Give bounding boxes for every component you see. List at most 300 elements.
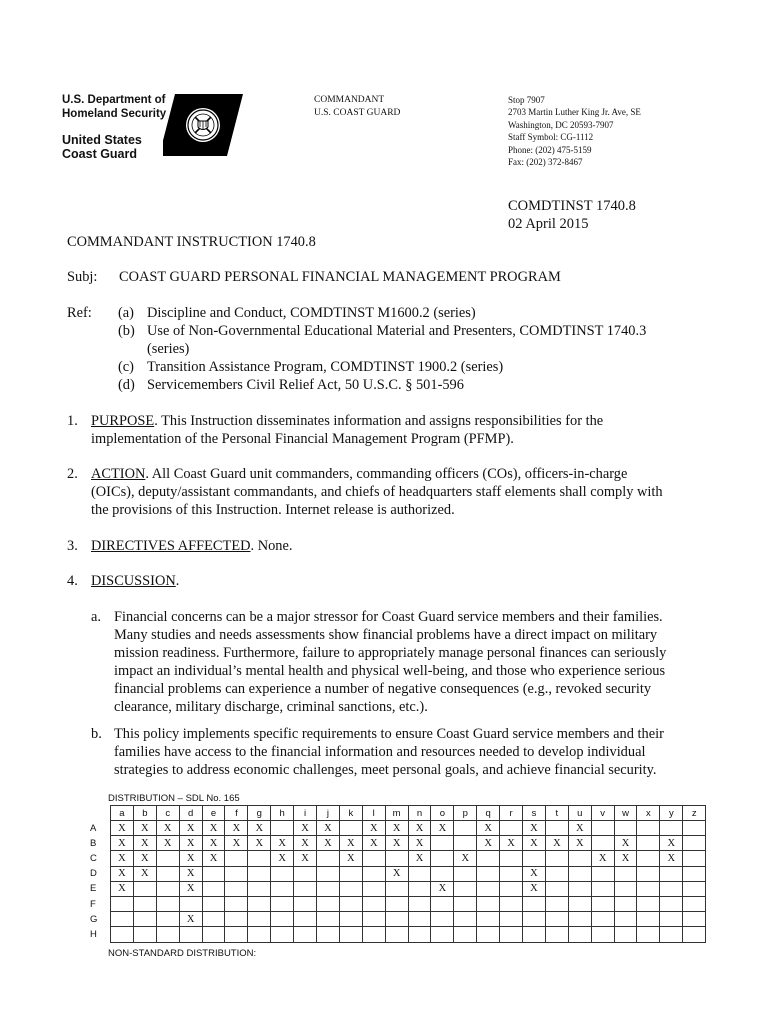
distribution-cell: X xyxy=(660,851,683,866)
reference-mark: (a) xyxy=(118,305,134,321)
distribution-cell: X xyxy=(568,836,591,851)
distribution-corner xyxy=(88,806,111,821)
directives-paragraph xyxy=(91,537,292,555)
distribution-cell xyxy=(568,866,591,881)
distribution-cell: X xyxy=(339,851,362,866)
distribution-cell: X xyxy=(614,836,637,851)
distribution-cell xyxy=(339,881,362,896)
distribution-cell: X xyxy=(614,851,637,866)
distribution-column-header: z xyxy=(683,806,706,821)
distribution-cell: X xyxy=(179,881,202,896)
address-line: 2703 Martin Luther King Jr. Ave, SE xyxy=(508,107,641,118)
distribution-cell xyxy=(156,896,179,911)
distribution-cell: X xyxy=(111,836,134,851)
distribution-cell xyxy=(637,851,660,866)
agency-line-1: U.S. Department of xyxy=(62,94,166,106)
distribution-cell xyxy=(156,851,179,866)
distribution-cell xyxy=(683,881,706,896)
distribution-cell xyxy=(591,866,614,881)
distribution-cell xyxy=(614,881,637,896)
distribution-cell: X xyxy=(385,836,408,851)
distribution-cell xyxy=(683,912,706,927)
reference-text: Transition Assistance Program, COMDTINST 1900.2 (series) xyxy=(147,359,504,375)
distribution-cell xyxy=(431,927,454,942)
distribution-cell xyxy=(591,927,614,942)
distribution-column-header: p xyxy=(454,806,477,821)
distribution-cell xyxy=(225,851,248,866)
distribution-cell: X xyxy=(225,821,248,836)
distribution-cell xyxy=(317,912,340,927)
distribution-cell xyxy=(317,896,340,911)
distribution-cell xyxy=(683,851,706,866)
distribution-cell xyxy=(202,912,225,927)
distribution-cell xyxy=(545,912,568,927)
distribution-cell xyxy=(454,896,477,911)
distribution-cell xyxy=(408,927,431,942)
distribution-cell xyxy=(271,896,294,911)
subject-label: Subj: xyxy=(67,269,98,285)
distribution-cell xyxy=(523,927,546,942)
distribution-cell: X xyxy=(179,912,202,927)
distribution-cell xyxy=(660,896,683,911)
distribution-cell: X xyxy=(431,881,454,896)
distribution-cell xyxy=(454,912,477,927)
reference-mark: (d) xyxy=(118,377,135,393)
distribution-cell xyxy=(294,896,317,911)
command-block xyxy=(314,94,400,120)
purpose-text-2: implementation of the Personal Financial Management Program (PFMP). xyxy=(91,431,514,447)
document-date: 02 April 2015 xyxy=(508,216,589,232)
distribution-cell: X xyxy=(660,836,683,851)
distribution-cell xyxy=(637,927,660,942)
distribution-cell xyxy=(660,881,683,896)
distribution-cell xyxy=(156,927,179,942)
distribution-cell: X xyxy=(248,836,271,851)
distribution-cell xyxy=(477,881,500,896)
distribution-cell: X xyxy=(385,821,408,836)
distribution-cell xyxy=(660,866,683,881)
distribution-column-header: x xyxy=(637,806,660,821)
distribution-column-header: o xyxy=(431,806,454,821)
distribution-column-header: j xyxy=(317,806,340,821)
distribution-cell xyxy=(431,912,454,927)
discussion-a-line: mission readiness. Furthermore, failure to appropriately manage personal finances can seriously xyxy=(114,645,667,661)
distribution-cell: X xyxy=(271,836,294,851)
distribution-cell: X xyxy=(339,836,362,851)
distribution-table xyxy=(88,805,706,943)
distribution-row-label: A xyxy=(90,822,97,834)
distribution-row-label: B xyxy=(90,837,97,849)
distribution-cell xyxy=(568,896,591,911)
distribution-cell xyxy=(568,851,591,866)
discussion-a-line: Financial concerns can be a major stressor for Coast Guard service members and their families. xyxy=(114,609,663,625)
distribution-cell xyxy=(591,896,614,911)
distribution-cell xyxy=(591,881,614,896)
distribution-cell xyxy=(156,866,179,881)
distribution-cell: X xyxy=(156,836,179,851)
agency-line-2: Homeland Security xyxy=(62,108,167,120)
distribution-column-header: v xyxy=(591,806,614,821)
distribution-row xyxy=(88,836,706,851)
action-text-3: the provisions of this Instruction. Internet release is authorized. xyxy=(91,502,455,518)
distribution-column-header: b xyxy=(133,806,156,821)
distribution-cell xyxy=(248,927,271,942)
distribution-cell xyxy=(362,927,385,942)
distribution-cell xyxy=(225,912,248,927)
discussion-a-line: clearance, military discharge, criminal sanctions, etc.). xyxy=(114,699,428,715)
action-paragraph xyxy=(91,465,627,483)
distribution-cell: X xyxy=(385,866,408,881)
distribution-row-label: F xyxy=(90,898,96,910)
distribution-cell xyxy=(568,927,591,942)
distribution-cell xyxy=(591,836,614,851)
discussion-a-line: financial problems can experience a number of negative consequences (e.g., revoked security xyxy=(114,681,652,697)
command-line-1: COMMANDANT xyxy=(314,95,385,105)
distribution-cell xyxy=(523,912,546,927)
distribution-cell: X xyxy=(111,881,134,896)
distribution-cell xyxy=(156,912,179,927)
distribution-cell xyxy=(591,821,614,836)
distribution-cell: X xyxy=(202,851,225,866)
distribution-cell xyxy=(614,821,637,836)
distribution-cell xyxy=(454,836,477,851)
action-text-1: . All Coast Guard unit commanders, commanding officers (COs), officers-in-charge xyxy=(145,466,628,482)
distribution-cell xyxy=(385,881,408,896)
distribution-cell xyxy=(339,866,362,881)
discussion-b-line: families have access to the financial information and resources needed to develop individual xyxy=(114,744,646,760)
non-standard-distribution-label: NON-STANDARD DISTRIBUTION: xyxy=(108,948,257,959)
distribution-cell xyxy=(500,912,523,927)
distribution-cell xyxy=(568,912,591,927)
distribution-cell xyxy=(431,896,454,911)
distribution-cell: X xyxy=(454,851,477,866)
distribution-cell xyxy=(568,881,591,896)
distribution-cell xyxy=(431,866,454,881)
distribution-cell xyxy=(271,912,294,927)
distribution-cell xyxy=(362,881,385,896)
distribution-cell xyxy=(339,927,362,942)
reference-mark: (b) xyxy=(118,323,135,339)
distribution-cell xyxy=(133,927,156,942)
distribution-cell: X xyxy=(156,821,179,836)
distribution-cell xyxy=(545,881,568,896)
distribution-cell xyxy=(294,881,317,896)
coast-guard-line-2: Coast Guard xyxy=(62,147,138,161)
distribution-cell xyxy=(225,896,248,911)
distribution-row-label: D xyxy=(90,868,97,880)
distribution-cell: X xyxy=(111,821,134,836)
command-line-2: U.S. COAST GUARD xyxy=(314,108,401,118)
directives-text: . None. xyxy=(250,538,293,554)
distribution-cell xyxy=(545,821,568,836)
distribution-header-row xyxy=(88,806,706,821)
distribution-column-header: y xyxy=(660,806,683,821)
distribution-cell xyxy=(637,912,660,927)
distribution-cell xyxy=(271,866,294,881)
discussion-b-line: strategies to address economic challenges, meet personal goals, and achieve financial security. xyxy=(114,762,657,778)
distribution-cell xyxy=(683,927,706,942)
distribution-row-label: G xyxy=(90,913,98,925)
distribution-cell: X xyxy=(202,836,225,851)
distribution-row-label: H xyxy=(90,928,97,940)
distribution-cell xyxy=(408,881,431,896)
distribution-cell xyxy=(408,896,431,911)
distribution-cell xyxy=(385,896,408,911)
distribution-cell: X xyxy=(317,836,340,851)
distribution-cell: X xyxy=(179,851,202,866)
distribution-cell xyxy=(683,896,706,911)
coast-guard-emblem-icon xyxy=(163,94,243,156)
distribution-cell xyxy=(225,881,248,896)
distribution-cell xyxy=(317,927,340,942)
directives-heading: DIRECTIVES AFFECTED xyxy=(91,538,251,554)
distribution-column-header: g xyxy=(248,806,271,821)
distribution-column-header: d xyxy=(179,806,202,821)
distribution-cell: X xyxy=(362,836,385,851)
distribution-cell: X xyxy=(271,851,294,866)
distribution-cell xyxy=(477,927,500,942)
purpose-text-1: . This Instruction disseminates information and assigns responsibilities for the xyxy=(154,413,604,429)
distribution-cell xyxy=(477,866,500,881)
distribution-column-header: f xyxy=(225,806,248,821)
discussion-tail: . xyxy=(175,573,180,589)
distribution-column-header: a xyxy=(111,806,134,821)
distribution-cell: X xyxy=(225,836,248,851)
distribution-cell: X xyxy=(111,866,134,881)
address-line: Phone: (202) 475-5159 xyxy=(508,144,592,155)
distribution-cell xyxy=(202,866,225,881)
distribution-cell xyxy=(614,912,637,927)
distribution-cell: X xyxy=(523,821,546,836)
distribution-cell xyxy=(294,866,317,881)
distribution-cell: X xyxy=(523,836,546,851)
distribution-cell: X xyxy=(408,821,431,836)
discussion-paragraph xyxy=(91,572,179,590)
distribution-column-header: q xyxy=(477,806,500,821)
distribution-column-header: k xyxy=(339,806,362,821)
distribution-cell xyxy=(317,866,340,881)
distribution-cell: X xyxy=(408,836,431,851)
distribution-cell: X xyxy=(133,821,156,836)
distribution-column-header: t xyxy=(545,806,568,821)
distribution-cell xyxy=(317,851,340,866)
distribution-cell xyxy=(500,927,523,942)
distribution-column-header: m xyxy=(385,806,408,821)
distribution-cell: X xyxy=(133,836,156,851)
distribution-column-header: h xyxy=(271,806,294,821)
subparagraph-mark: a. xyxy=(91,609,101,625)
action-heading: ACTION xyxy=(91,466,146,482)
distribution-cell xyxy=(248,912,271,927)
coast-guard-line-1: United States xyxy=(62,133,142,147)
distribution-cell xyxy=(294,927,317,942)
distribution-cell xyxy=(637,896,660,911)
distribution-cell xyxy=(202,881,225,896)
distribution-cell: X xyxy=(477,836,500,851)
distribution-cell: X xyxy=(545,836,568,851)
distribution-row xyxy=(88,821,706,836)
distribution-cell xyxy=(156,881,179,896)
distribution-cell xyxy=(362,851,385,866)
distribution-row xyxy=(88,866,706,881)
distribution-cell: X xyxy=(179,836,202,851)
distribution-cell xyxy=(179,896,202,911)
distribution-cell xyxy=(454,866,477,881)
distribution-cell: X xyxy=(294,836,317,851)
discussion-a-line: Many studies and needs assessments show financial problems have a direct impact on military xyxy=(114,627,658,643)
distribution-cell xyxy=(683,836,706,851)
distribution-cell: X xyxy=(500,836,523,851)
distribution-cell xyxy=(500,866,523,881)
distribution-cell xyxy=(362,896,385,911)
distribution-cell: X xyxy=(362,821,385,836)
distribution-cell xyxy=(133,912,156,927)
distribution-cell xyxy=(362,912,385,927)
address-line: Staff Symbol: CG-1112 xyxy=(508,132,594,143)
distribution-cell: X xyxy=(317,821,340,836)
distribution-cell xyxy=(202,927,225,942)
distribution-cell xyxy=(179,927,202,942)
distribution-column-header: n xyxy=(408,806,431,821)
distribution-cell xyxy=(637,821,660,836)
distribution-cell xyxy=(660,912,683,927)
distribution-row xyxy=(88,896,706,911)
distribution-cell: X xyxy=(133,851,156,866)
distribution-cell xyxy=(111,896,134,911)
reference-text: Use of Non-Governmental Educational Material and Presenters, COMDTINST 1740.3 xyxy=(147,323,647,339)
distribution-cell xyxy=(294,912,317,927)
distribution-cell xyxy=(591,912,614,927)
distribution-cell: X xyxy=(294,851,317,866)
distribution-cell xyxy=(477,896,500,911)
distribution-row xyxy=(88,881,706,896)
distribution-cell xyxy=(431,836,454,851)
distribution-cell: X xyxy=(568,821,591,836)
distribution-column-header: u xyxy=(568,806,591,821)
distribution-cell: X xyxy=(179,866,202,881)
distribution-cell xyxy=(545,896,568,911)
distribution-cell xyxy=(523,896,546,911)
reference-text: Discipline and Conduct, COMDTINST M1600.2 (series) xyxy=(147,305,476,321)
distribution-cell xyxy=(683,866,706,881)
distribution-cell xyxy=(385,851,408,866)
purpose-paragraph xyxy=(91,412,603,430)
distribution-cell xyxy=(339,912,362,927)
distribution-cell: X xyxy=(179,821,202,836)
section-number: 2. xyxy=(67,466,78,482)
discussion-a-line: impact an individual’s mental health and physical well-being, and those who experience serious xyxy=(114,663,666,679)
reference-mark: (c) xyxy=(118,359,134,375)
distribution-cell xyxy=(271,821,294,836)
distribution-cell: X xyxy=(202,821,225,836)
distribution-cell xyxy=(317,881,340,896)
distribution-cell xyxy=(523,851,546,866)
distribution-cell xyxy=(248,881,271,896)
instruction-title: COMMANDANT INSTRUCTION 1740.8 xyxy=(67,234,316,250)
distribution-cell xyxy=(111,912,134,927)
distribution-cell xyxy=(339,896,362,911)
distribution-cell xyxy=(454,821,477,836)
distribution-cell xyxy=(637,866,660,881)
distribution-cell: X xyxy=(248,821,271,836)
subparagraph-mark: b. xyxy=(91,726,102,742)
distribution-cell xyxy=(454,881,477,896)
distribution-column-header: i xyxy=(294,806,317,821)
address-block xyxy=(508,94,641,168)
distribution-cell: X xyxy=(523,881,546,896)
distribution-cell xyxy=(500,851,523,866)
distribution-cell xyxy=(660,927,683,942)
distribution-cell xyxy=(500,896,523,911)
distribution-cell xyxy=(614,896,637,911)
discussion-b-line: This policy implements specific requirements to ensure Coast Guard service members and their xyxy=(114,726,664,742)
distribution-cell xyxy=(408,912,431,927)
distribution-cell: X xyxy=(294,821,317,836)
distribution-cell xyxy=(614,866,637,881)
distribution-cell xyxy=(248,851,271,866)
document-id-block xyxy=(508,197,636,233)
distribution-cell xyxy=(500,821,523,836)
reference-label: Ref: xyxy=(67,305,92,321)
distribution-cell xyxy=(660,821,683,836)
section-number: 3. xyxy=(67,538,78,554)
document-number: COMDTINST 1740.8 xyxy=(508,198,636,214)
distribution-cell xyxy=(683,821,706,836)
distribution-cell xyxy=(477,912,500,927)
distribution-cell: X xyxy=(591,851,614,866)
distribution-cell xyxy=(202,896,225,911)
distribution-cell xyxy=(477,851,500,866)
subject-text: COAST GUARD PERSONAL FINANCIAL MANAGEMENT PROGRAM xyxy=(119,269,561,285)
distribution-cell: X xyxy=(133,866,156,881)
distribution-cell: X xyxy=(111,851,134,866)
section-number: 4. xyxy=(67,573,78,589)
address-line: Fax: (202) 372-8467 xyxy=(508,157,583,168)
action-text-2: (OICs), deputy/assistant commandants, and chiefs of headquarters staff elements shall comply with xyxy=(91,484,663,500)
distribution-cell: X xyxy=(408,851,431,866)
distribution-row-label: E xyxy=(90,883,97,895)
distribution-cell xyxy=(385,912,408,927)
discussion-heading: DISCUSSION xyxy=(91,573,176,589)
reference-text: Servicemembers Civil Relief Act, 50 U.S.C. § 501-596 xyxy=(147,377,464,393)
distribution-cell xyxy=(408,866,431,881)
distribution-cell xyxy=(545,866,568,881)
distribution-row xyxy=(88,927,706,942)
distribution-row xyxy=(88,851,706,866)
distribution-column-header: s xyxy=(523,806,546,821)
distribution-cell xyxy=(431,851,454,866)
distribution-title: DISTRIBUTION – SDL No. 165 xyxy=(108,793,240,804)
distribution-column-header: w xyxy=(614,806,637,821)
distribution-cell xyxy=(111,927,134,942)
distribution-cell xyxy=(339,821,362,836)
distribution-cell xyxy=(385,927,408,942)
reference-text-continued: (series) xyxy=(147,341,190,357)
address-line: Washington, DC 20593-7907 xyxy=(508,119,614,130)
distribution-cell xyxy=(133,896,156,911)
distribution-cell xyxy=(637,836,660,851)
distribution-cell xyxy=(545,927,568,942)
distribution-cell xyxy=(362,866,385,881)
distribution-cell xyxy=(271,927,294,942)
purpose-heading: PURPOSE xyxy=(91,413,155,429)
distribution-cell xyxy=(271,881,294,896)
distribution-cell xyxy=(225,866,248,881)
distribution-cell: X xyxy=(431,821,454,836)
distribution-row-label: C xyxy=(90,852,97,864)
agency-block xyxy=(62,93,166,161)
distribution-cell xyxy=(454,927,477,942)
